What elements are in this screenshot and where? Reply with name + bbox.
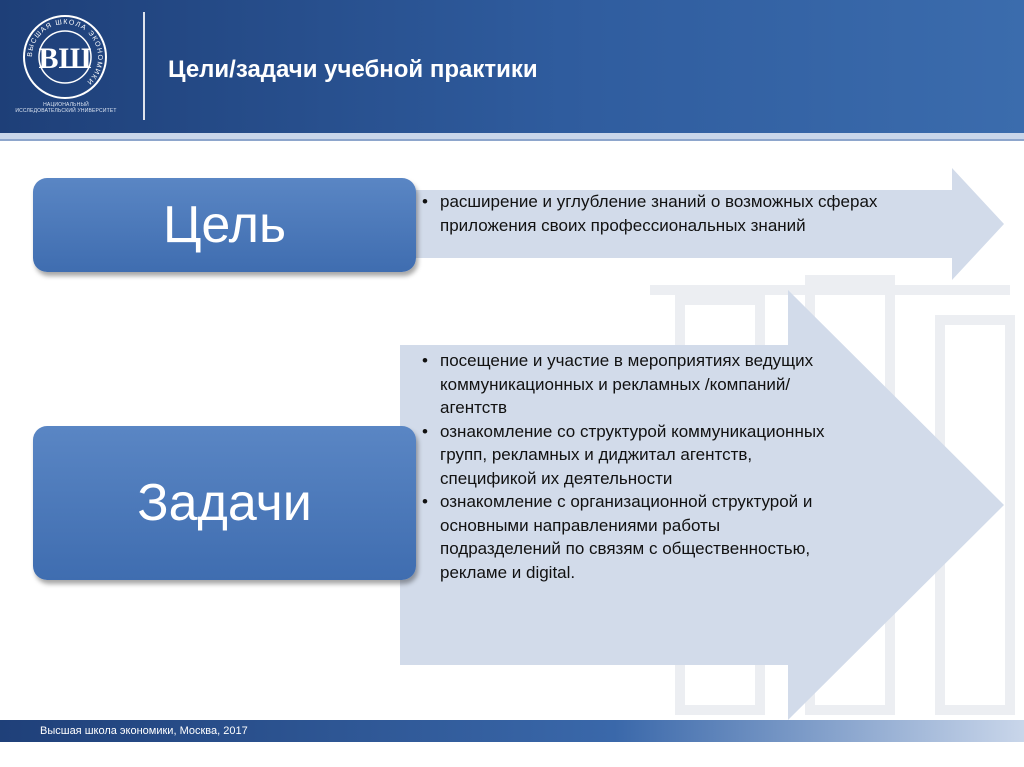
university-logo xyxy=(22,14,108,100)
goal-list xyxy=(422,190,902,237)
tasks-list xyxy=(422,349,842,584)
header-divider xyxy=(143,12,145,120)
goal-item: • расширение и углубление знаний о возможных сферах приложения своих профессиональных знаний xyxy=(422,190,902,237)
tasks-label: Задачи xyxy=(137,474,312,532)
header-stripe-dark xyxy=(0,139,1024,141)
page-title: Цели/задачи учебной практики xyxy=(168,56,538,83)
logo-ring-text: ВЫСШАЯ ШКОЛА ЭКОНОМИКИ xyxy=(26,18,104,87)
logo-caption: НАЦИОНАЛЬНЫЙ ИССЛЕДОВАТЕЛЬСКИЙ УНИВЕРСИТЕТ xyxy=(15,102,117,114)
task-item: • ознакомление с организационной структурой и основными направлениями работы подразделений по связям с общественностью, рекламе и digital. xyxy=(422,490,842,584)
goal-box xyxy=(33,178,416,272)
task-item: • посещение и участие в мероприятиях ведущих коммуникационных и рекламных /компаний/агентств xyxy=(422,349,842,420)
logo-monogram: ВШ xyxy=(38,42,92,75)
task-item: • ознакомление со структурой коммуникационных групп, рекламных и диджитал агентств, спецификой их деятельности xyxy=(422,420,842,491)
footer-text: Высшая школа экономики, Москва, 2017 xyxy=(40,725,248,737)
tasks-box xyxy=(33,426,416,580)
goal-label: Цель xyxy=(162,196,287,254)
